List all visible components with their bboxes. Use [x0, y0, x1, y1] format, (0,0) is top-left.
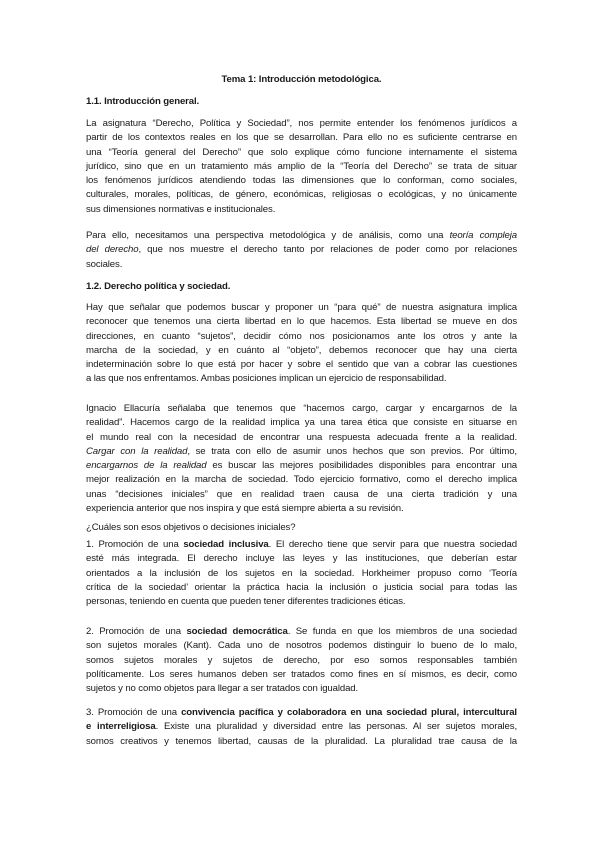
text-run: sus dimensiones normativas e institucionales.: [86, 203, 276, 215]
text-run: somos creativos y tenemos libertad, causas de la pluralidad. La pluralidad trae causa de la: [86, 735, 517, 747]
heading-1-2: [86, 280, 517, 294]
text-line: [86, 301, 517, 315]
bold-text: 1.1. Introducción general.: [86, 96, 200, 107]
text-run: son sujetos morales (Kant). Cada uno de nosotros podemos distinguir lo bueno de lo malo,: [86, 640, 517, 652]
paragraph-intro: [86, 117, 517, 217]
text-line: [86, 258, 517, 272]
text-run: marcha de la sociedad, y en cuánto al “objeto”, debemos reconocer que hay una cierta: [86, 344, 517, 356]
paragraph-ellacuria: [86, 402, 517, 516]
text-run: orientados a la inclusión de los sujetos en la sociedad. Horkheimer propuso como ‘Teoría: [86, 567, 517, 579]
text-line: [86, 706, 517, 720]
text-run: Hay que señalar que podemos buscar y proponer un “para qué” de nuestra asignatura implica: [86, 302, 517, 313]
text-run: realidad”. Hacemos cargo de la realidad implica ya una tarea ética que consiste en situarse en: [86, 417, 517, 429]
text-run: 1. Promoción de una: [86, 539, 184, 550]
text-line: [86, 639, 517, 653]
text-line: [86, 188, 517, 202]
heading-1-1: [86, 95, 517, 109]
text-run: culturales, morales, políticas, de género, económicas, religiosas o ecológicas, y no únicamente: [86, 189, 517, 201]
question-objetivos: [86, 521, 517, 535]
text-line: [86, 243, 517, 257]
text-line: [86, 459, 517, 473]
text-run: a las que nos enfrentamos. Ambas posiciones implican un ejercicio de responsabilidad.: [86, 373, 447, 385]
text-line: [86, 280, 517, 294]
item-2-sociedad-democratica: [86, 625, 517, 696]
text-line: [86, 203, 517, 217]
bold-text: 1.2. Derecho política y sociedad.: [86, 281, 231, 292]
text-run: indeterminación sobre lo que está por hacer y sobre el sentido que van a cobrar las cuestiones: [86, 359, 517, 371]
text-line: [86, 402, 517, 416]
text-line: [86, 552, 517, 566]
text-run: los fenómenos jurídicos atendiendo todas las dimensiones que lo conforman, como sociales,: [86, 175, 517, 187]
text-run: 2. Promoción de una: [86, 626, 187, 637]
text-run: es buscar las mejores posibilidades disponibles para encontrar una: [206, 460, 517, 472]
text-run: La asignatura “Derecho, Política y Sociedad”, nos permite entender los fenómenos jurídicos a: [86, 118, 517, 129]
text-line: [86, 521, 517, 535]
item-1-sociedad-inclusiva: [86, 538, 517, 609]
item-3-convivencia: [86, 706, 517, 749]
bold-text: sociedad inclusiva: [183, 539, 269, 550]
text-line: [86, 315, 517, 329]
italic-text: encargarnos de la realidad: [86, 460, 207, 472]
text-line: [86, 95, 517, 109]
text-line: [86, 735, 517, 749]
text-line: [86, 73, 517, 87]
text-run: . Se funda en que los miembros de una sociedad: [287, 626, 517, 637]
text-run: el mundo real con la necesidad de encontrar una respuesta adecuada frente a la realidad.: [86, 431, 517, 443]
text-line: [86, 488, 517, 502]
text-line: [86, 131, 517, 145]
text-run: , se trata con ello de asumir unos hechos que son previos. Por último,: [187, 445, 517, 457]
text-run: . El derecho tiene que servir para que nuestra sociedad: [268, 539, 517, 550]
text-run: experiencia anterior que nos inspira y que está siempre abierta a su revisión.: [86, 503, 404, 515]
text-run: somos sujetos morales y sujetos de derecho, por eso somos responsables también: [86, 654, 517, 666]
text-run: crítica de la sociedad’ orientar la práctica hacia la inclusión o justicia social para todas las: [86, 581, 517, 593]
text-run: sociales.: [86, 258, 123, 270]
text-run: Ignacio Ellacuría señalaba que tenemos que “hacemos cargo, cargar y encargarnos de la: [86, 403, 517, 414]
text-line: [86, 473, 517, 487]
text-line: [86, 682, 517, 696]
italic-text: Cargar con la realidad: [86, 445, 188, 457]
bold-text: convivencia pacífica y colaboradora en una sociedad plural, intercultural: [181, 707, 517, 718]
text-run: partir de los contextos reales en los que se desarrollan. Para ello no es suficiente centrarse en: [86, 132, 517, 144]
text-run: mejor realización en la marcha de sociedad. Todo ejercicio formativo, como el derecho implica: [86, 474, 517, 486]
text-line: [86, 146, 517, 160]
document-title: [86, 73, 517, 87]
text-line: [86, 720, 517, 734]
text-run: esté más integrada. El derecho incluye las leyes y las instituciones, que deberían estar: [86, 553, 517, 565]
text-line: [86, 372, 517, 386]
paragraph-para-que: [86, 301, 517, 387]
text-run: personas, teniendo en cuenta que pueden tener diferentes tradiciones éticas.: [86, 596, 406, 608]
text-line: [86, 445, 517, 459]
text-line: [86, 625, 517, 639]
italic-text: teoría compleja: [449, 230, 517, 241]
text-run: ¿Cuáles son esos objetivos o decisiones iniciales?: [86, 522, 296, 533]
text-run: direcciones, en cuanto “sujetos”, decidir cómo nos posicionamos ante los otros y ante la: [86, 330, 517, 342]
text-line: [86, 538, 517, 552]
text-run: jurídico, sino que en un tratamiento más amplio de la “Teoría del Derecho” se trata de situar: [86, 160, 517, 172]
text-line: [86, 595, 517, 609]
bold-text: Tema 1: Introducción metodológica.: [221, 74, 382, 85]
text-line: [86, 229, 517, 243]
text-line: [86, 174, 517, 188]
text-line: [86, 654, 517, 668]
bold-text: sociedad democrática: [186, 626, 288, 637]
text-line: [86, 358, 517, 372]
text-line: [86, 431, 517, 445]
text-run: sujetos y no como objetos para llegar a ser tratados con igualdad.: [86, 683, 359, 695]
text-line: [86, 117, 517, 131]
text-line: [86, 668, 517, 682]
text-line: [86, 567, 517, 581]
text-run: 3. Promoción de una: [86, 707, 182, 718]
text-line: [86, 160, 517, 174]
text-line: [86, 502, 517, 516]
text-run: unas “decisiones iniciales” que en realidad traen causa de una cierta tradición y una: [86, 488, 517, 500]
text-run: una “Teoría general del Derecho” que solo explique cómo funcione internamente el sistema: [86, 146, 517, 158]
text-run: reconocer que tenemos una cierta libertad en lo que hacemos. Esta libertad se mueve en dos: [86, 316, 517, 328]
text-run: Para ello, necesitamos una perspectiva metodológica y de análisis, como una: [86, 230, 450, 241]
text-line: [86, 416, 517, 430]
text-line: [86, 344, 517, 358]
text-line: [86, 330, 517, 344]
italic-text: del derecho: [86, 244, 139, 256]
bold-text: e interreligiosa: [86, 721, 156, 733]
text-run: políticamente. Los seres humanos deben ser tratados como fines en sí mismos, es decir, como: [86, 668, 517, 680]
paragraph-perspectiva: [86, 229, 517, 272]
text-line: [86, 581, 517, 595]
text-run: , que nos muestre el derecho tanto por relaciones de poder como por relaciones: [138, 244, 517, 256]
text-run: . Existe una pluralidad y diversidad entre las personas. Al ser sujetos morales,: [155, 721, 517, 733]
